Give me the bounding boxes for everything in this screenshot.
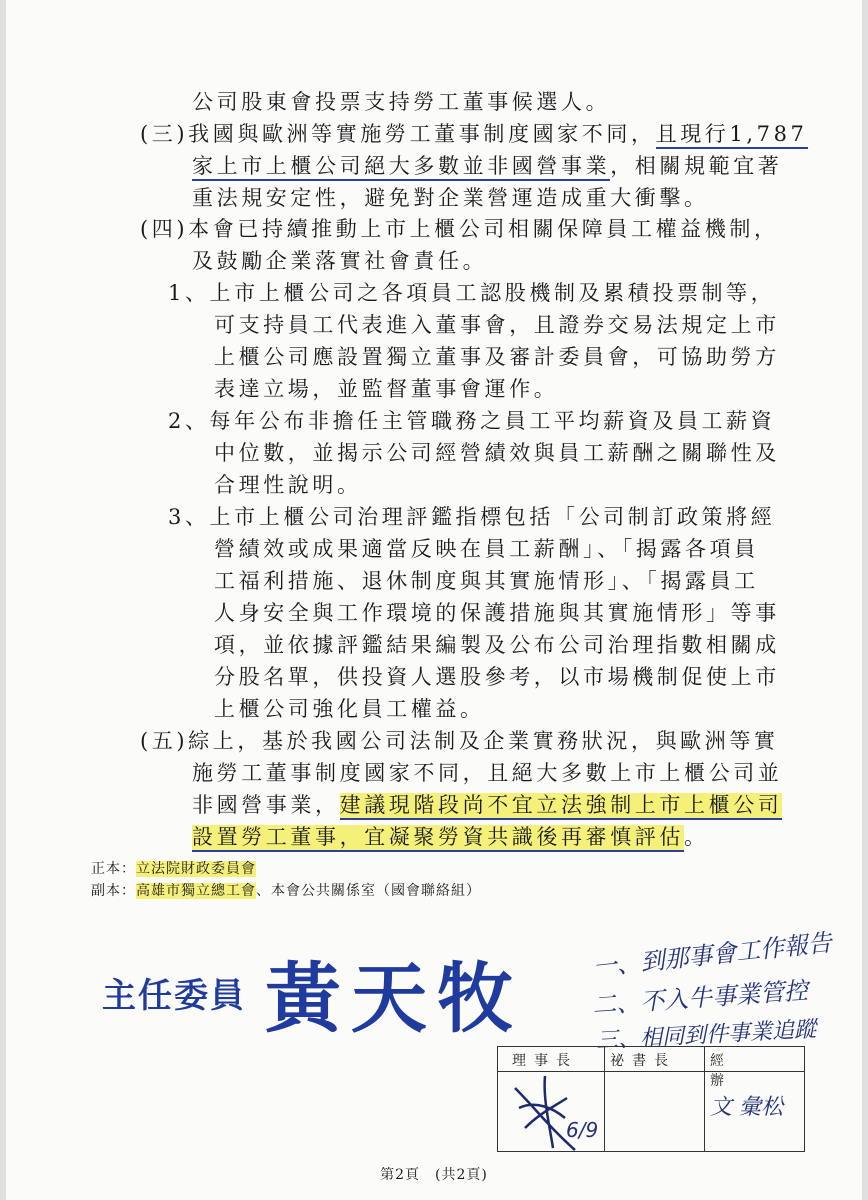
body-line: 合理性說明。 xyxy=(214,473,362,497)
original-recipient xyxy=(91,860,256,878)
table-divider xyxy=(604,1047,605,1151)
copy-recipient xyxy=(91,882,481,900)
handwritten-signature: 文 彙松 xyxy=(710,1095,783,1120)
handwritten-note: 三、相同到件事業追蹤 xyxy=(595,1017,817,1054)
header-handler: 經辦 xyxy=(710,1053,764,1089)
body-line: 上櫃公司應設置獨立董事及審計委員會，可協助勞方 xyxy=(214,345,780,369)
handwritten-signature-scribble xyxy=(505,1068,585,1158)
underlined-text: 且現行1,787 xyxy=(656,122,808,149)
handwritten-date: 6/9 xyxy=(566,1118,599,1142)
body-line: 分股名單，供投資人選股參考，以市場機制促使上市 xyxy=(214,665,780,689)
body-line: 項，並依據評鑑結果編製及公布公司治理指數相關成 xyxy=(214,633,780,657)
header-chairman: 理事長 xyxy=(512,1053,578,1069)
chairperson-title: 主任委員 xyxy=(102,976,246,1016)
body-text: 。 xyxy=(684,825,709,849)
body-line xyxy=(140,120,808,148)
body-line: 及鼓勵企業落實社會責任。 xyxy=(192,249,488,273)
body-line: 上櫃公司強化員工權益。 xyxy=(214,697,485,721)
page-number: 第2頁 (共2頁) xyxy=(380,1167,488,1183)
body-line: 工福利措施、退休制度與其實施情形」、「揭露員工 xyxy=(214,569,759,593)
body-line xyxy=(192,823,709,851)
body-line: 可支持員工代表進入董事會，且證券交易法規定上市 xyxy=(214,313,780,337)
right-page-edge xyxy=(862,0,868,1200)
underlined-text: 家上市上櫃公司絕大多數並非國營事業 xyxy=(192,154,610,181)
body-line: 1、上市上櫃公司之各項員工認股機制及累積投票制等， xyxy=(168,281,776,305)
table-divider xyxy=(704,1047,705,1151)
handwritten-note: 二、不入牛事業管控 xyxy=(591,976,809,1020)
body-line: 2、每年公布非擔任主管職務之員工平均薪資及員工薪資 xyxy=(168,409,776,433)
header-secretary: 祕書長 xyxy=(610,1053,676,1069)
body-text: (三)我國與歐洲等實施勞工董事制度國家不同， xyxy=(140,122,656,146)
body-line: 營績效或成果適當反映在員工薪酬」、「揭露各項員 xyxy=(214,537,759,561)
chairperson-name-stamp: 黃天牧 xyxy=(265,954,523,1043)
body-line: 中位數，並揭示公司經營績效與員工薪酬之關聯性及 xyxy=(214,441,780,465)
original-label: 正本： xyxy=(91,861,136,877)
body-line: (五)綜上，基於我國公司法制及企業實務狀況，與歐洲等實 xyxy=(140,729,779,753)
body-line: 公司股東會投票支持勞工董事候選人。 xyxy=(192,90,611,114)
body-text: ，相關規範宜著 xyxy=(610,154,783,178)
highlighted-text: 建議現階段尚不宜立法強制上市上櫃公司 xyxy=(340,793,783,820)
left-page-edge xyxy=(0,0,6,1200)
highlighted-text: 設置勞工董事，宜凝聚勞資共識後再審慎評估 xyxy=(192,825,684,852)
body-line: (四)本會已持續推動上市上櫃公司相關保障員工權益機制， xyxy=(140,217,779,241)
body-text: 非國營事業， xyxy=(192,793,340,817)
body-line xyxy=(192,791,782,819)
original-value: 立法院財政委員會 xyxy=(136,861,256,877)
copy-label: 副本： xyxy=(91,883,136,899)
body-line: 人身安全與工作環境的保護措施與其實施情形」等事 xyxy=(214,601,780,625)
body-line: 3、上市上櫃公司治理評鑑指標包括「公司制訂政策將經 xyxy=(168,505,776,529)
body-line xyxy=(192,152,782,180)
copy-rest: 、本會公共關係室（國會聯絡組） xyxy=(256,883,481,899)
body-line: 施勞工董事制度國家不同，且絕大多數上市上櫃公司並 xyxy=(192,761,783,785)
body-line: 重法規安定性，避免對企業營運造成重大衝擊。 xyxy=(192,186,709,210)
body-line: 表達立場，並監督董事會運作。 xyxy=(214,377,559,401)
copy-value: 高雄市獨立總工會 xyxy=(136,883,256,899)
handwritten-note: 一、到那事會工作報告 xyxy=(591,928,834,982)
